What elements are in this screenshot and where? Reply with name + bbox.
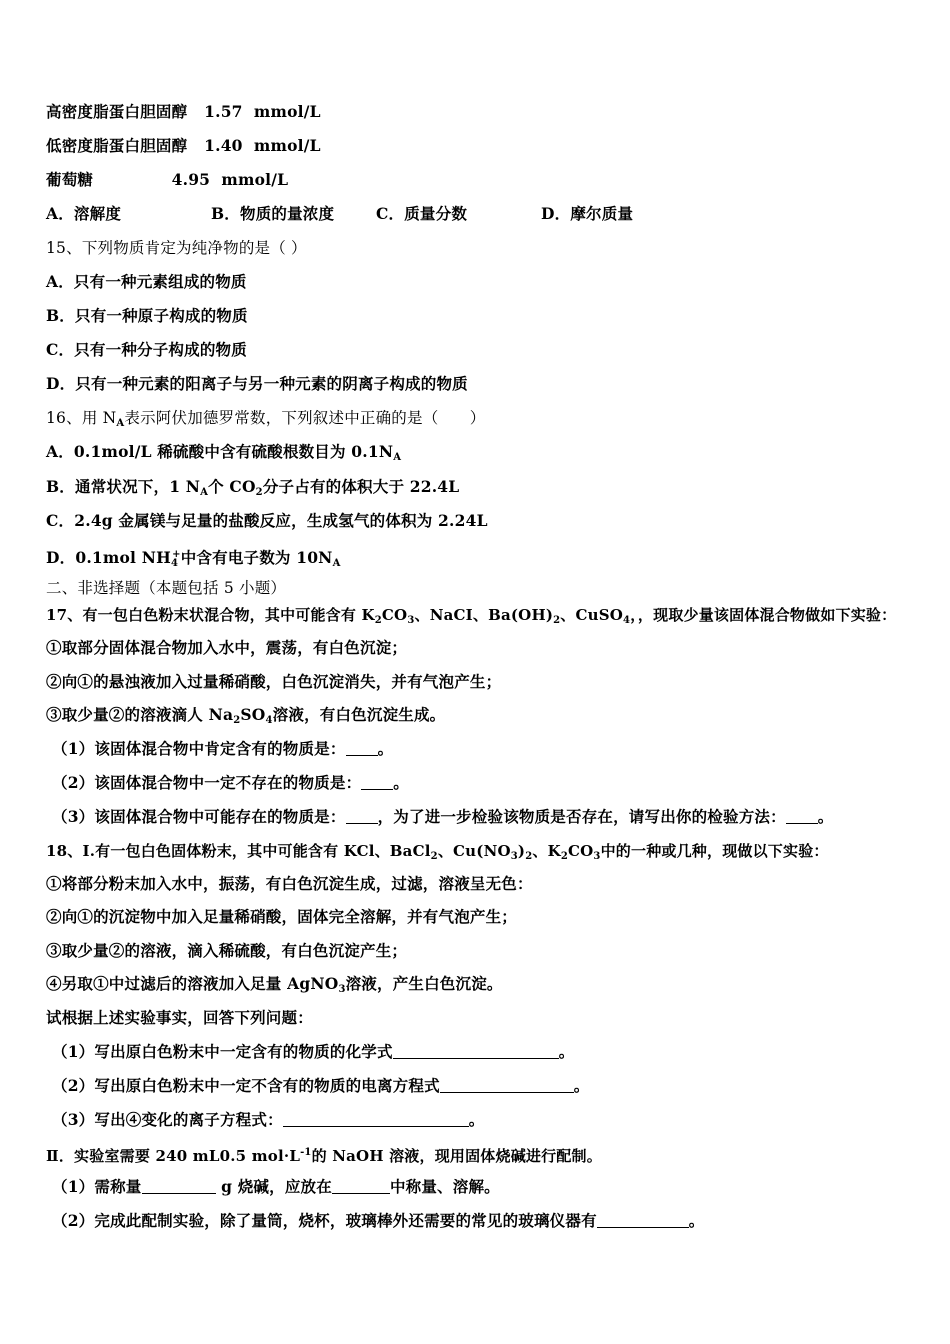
q17-s3: 2 <box>553 615 561 626</box>
q16-opta-sub: A <box>393 452 402 463</box>
q14-option-b: B．物质的量浓度 <box>211 204 335 223</box>
q16-optd-a: D．0.1mol NH <box>46 548 171 567</box>
q18-part2-b: 的 NaOH 溶液，现用固体烧碱进行配制。 <box>311 1147 602 1165</box>
answer-blank[interactable] <box>393 1042 559 1059</box>
q17-step3-c: 溶液，有白色沉淀生成。 <box>272 705 446 724</box>
lipid-name: 高密度脂蛋白胆固醇 <box>46 102 188 121</box>
q18-sub2-end: 。 <box>573 1076 590 1095</box>
q14-option-a: A．溶解度 <box>46 204 122 223</box>
lipid-name: 低密度脂蛋白胆固醇 <box>46 136 188 155</box>
q17-sub1-end: 。 <box>377 739 394 758</box>
q18-sub2-text: （2）写出原白色粉末中一定不含有的物质的电离方程式 <box>52 1076 440 1095</box>
q18-step-1: ①将部分粉末加入水中，振荡，有白色沉淀生成，过滤，溶液呈无色： <box>46 874 533 893</box>
q16-option-c: C．2.4g 金属镁与足量的盐酸反应，生成氢气的体积为 2.24L <box>46 511 488 530</box>
q17-step3-s1: 2 <box>233 715 241 726</box>
q14-option-d: D．摩尔质量 <box>541 204 634 223</box>
answer-blank[interactable] <box>283 1110 469 1127</box>
q16-option-b <box>46 477 459 503</box>
q17-sub2-text: （2）该固体混合物中一定不存在的物质是： <box>52 773 362 792</box>
q17-sub2-end: 。 <box>393 773 409 792</box>
q16-option-d <box>46 545 341 574</box>
q16-stem <box>46 408 486 434</box>
q16-optb-b: 个 CO <box>208 477 256 496</box>
q18-sub1-text: （1）写出原白色粉末中一定含有的物质的化学式 <box>52 1042 393 1061</box>
lipid-value: 1.40 <box>204 136 243 155</box>
q18-sub3-end: 。 <box>468 1110 485 1129</box>
lipid-unit: mmol/L <box>253 102 321 121</box>
q16-option-a <box>46 442 401 468</box>
q14-options <box>46 204 633 224</box>
q16-optd-sub: 4 <box>170 558 179 569</box>
q17-s1: 2 <box>374 615 382 626</box>
q18-stem-f: 中的一种或几种，现做以下实验： <box>600 842 829 860</box>
q17-sub1-text: （1）该固体混合物中肯定含有的物质是： <box>52 739 346 758</box>
lipid-unit: mmol/L <box>221 170 289 189</box>
answer-blank[interactable] <box>786 807 818 824</box>
q15-option-c: C．只有一种分子构成的物质 <box>46 340 247 359</box>
q17-s2: 3 <box>407 615 415 626</box>
q18-prompt: 试根据上述实验事实，回答下列问题： <box>46 1008 313 1027</box>
q17-sub3-b: ，为了进一步检验该物质是否存在，请写出你的检验方法： <box>377 807 786 826</box>
q18-stem-a: 18、Ⅰ.有一包白色固体粉末，其中可能含有 KCl、BaCl <box>46 842 431 860</box>
q15-stem: 15、下列物质肯定为纯净物的是（ ） <box>46 239 307 257</box>
q17-sub-3 <box>52 807 834 827</box>
q17-step-3 <box>46 705 445 731</box>
q18-p2sub2-text: （2）完成此配制实验，除了量筒，烧杯，玻璃棒外还需要的常见的玻璃仪器有 <box>52 1211 597 1230</box>
q18-stem <box>46 841 829 867</box>
q16-optd-sub2: A <box>332 558 341 569</box>
answer-blank[interactable] <box>346 807 378 824</box>
q18-p2sub1-b: g 烧碱，应放在 <box>215 1177 332 1196</box>
q17-stem-a: 17、有一包白色粉末状混合物，其中可能含有 K <box>46 606 375 624</box>
answer-blank[interactable] <box>332 1177 390 1194</box>
answer-blank[interactable] <box>142 1177 216 1194</box>
lipid-value: 1.57 <box>204 102 243 121</box>
q18-sub3-text: （3）写出④变化的离子方程式： <box>52 1110 283 1129</box>
q16-opta-text: A．0.1mol/L 稀硫酸中含有硫酸根数目为 0.1N <box>46 442 394 461</box>
q16-optd-sup: + <box>172 549 181 560</box>
q18-s2: 3 <box>510 851 518 862</box>
q17-s4: 4 <box>623 615 631 626</box>
q17-step3-b: SO <box>240 705 266 724</box>
q16-optd-b: 中含有电子数为 10N <box>180 548 333 567</box>
q18-step4-b: 溶液，产生白色沉淀。 <box>345 974 503 993</box>
answer-blank[interactable] <box>361 773 393 790</box>
q18-sub-2 <box>52 1076 590 1096</box>
lipid-unit: mmol/L <box>253 136 321 155</box>
lipid-line-hdl <box>46 102 321 122</box>
q18-stem-c: ) <box>517 842 526 860</box>
q15-option-d: D．只有一种元素的阳离子与另一种元素的阴离子构成的物质 <box>46 374 468 393</box>
q15-option-a: A．只有一种元素组成的物质 <box>46 272 247 291</box>
answer-blank[interactable] <box>346 739 378 756</box>
q17-sub-1 <box>52 739 393 759</box>
q18-step4-s: 3 <box>338 984 346 995</box>
q18-step4-a: ④另取①中过滤后的溶液加入足量 AgNO <box>46 974 339 993</box>
q17-sub3-end: 。 <box>817 807 834 826</box>
q17-sub3-a: （3）该固体混合物中可能存在的物质是： <box>52 807 346 826</box>
q18-p2sub2-end: 。 <box>688 1211 705 1230</box>
q17-stem-b: CO <box>381 606 408 624</box>
section-2-heading: 二、非选择题（本题包括 5 小题） <box>46 579 287 597</box>
q18-step-3: ③取少量②的溶液，滴入稀硫酸，有白色沉淀产生； <box>46 941 408 960</box>
q17-step-1: ①取部分固体混合物加入水中，震荡，有白色沉淀； <box>46 638 408 657</box>
q17-stem <box>46 605 896 631</box>
q17-sub-2 <box>52 773 409 793</box>
q18-p2sub1-a: （1）需称量 <box>52 1177 142 1196</box>
lipid-value: 4.95 <box>171 170 211 189</box>
lipid-line-ldl <box>46 136 321 156</box>
answer-blank[interactable] <box>597 1211 689 1228</box>
q16-stem-b: 表示阿伏加德罗常数，下列叙述中正确的是（ ） <box>124 409 486 427</box>
q16-optb-c: 分子占有的体积大于 22.4L <box>262 477 460 496</box>
q16-stem-a: 16、用 N <box>46 409 117 427</box>
q18-s4: 2 <box>560 851 569 862</box>
q18-sub-1 <box>52 1042 574 1062</box>
q18-p2sub1-c: 中称量、溶解。 <box>389 1177 500 1196</box>
q18-sub-3 <box>52 1110 485 1130</box>
q18-stem-b: 、Cu(NO <box>437 842 511 860</box>
q15-option-b: B．只有一种原子构成的物质 <box>46 306 248 325</box>
q17-step-2: ②向①的悬浊液加入过量稀硝酸，白色沉淀消失，并有气泡产生； <box>46 672 502 691</box>
q18-stem-e: CO <box>568 842 594 860</box>
q17-stem-e: ，，现取少量该固体混合物做如下实验： <box>630 606 897 624</box>
q17-step3-s2: 4 <box>265 715 273 726</box>
q18-part2-sub-2 <box>52 1211 705 1231</box>
q14-option-c: C．质量分数 <box>376 204 468 223</box>
q18-s3: 2 <box>525 851 533 862</box>
q18-sub1-end: 。 <box>558 1042 575 1061</box>
q18-s5: 3 <box>593 851 601 862</box>
q18-step-2: ②向①的沉淀物中加入足量稀硝酸，固体完全溶解，并有气泡产生； <box>46 907 518 926</box>
lipid-name: 葡萄糖 <box>46 170 94 189</box>
q17-stem-d: 、CuSO <box>560 606 624 624</box>
answer-blank[interactable] <box>440 1076 574 1093</box>
q16-optb-a: B．通常状况下，1 N <box>46 477 201 496</box>
q16-optb-sub: A <box>200 487 209 498</box>
lipid-line-glucose <box>46 170 288 190</box>
q16-stem-sub: A <box>116 418 125 429</box>
q18-step-4 <box>46 974 503 1000</box>
q18-part2-sup: -1 <box>300 1147 312 1158</box>
q18-part2-a: Ⅱ．实验室需要 240 mL0.5 mol·L <box>46 1147 301 1165</box>
q18-part2 <box>46 1143 602 1166</box>
q18-stem-d: 、K <box>532 842 561 860</box>
q18-s1: 2 <box>430 851 438 862</box>
q16-optb-sub2: 2 <box>255 487 263 498</box>
q17-step3-a: ③取少量②的溶液滴人 Na <box>46 705 234 724</box>
q17-stem-c: 、NaCI、Ba(OH) <box>414 606 554 624</box>
q18-part2-sub-1 <box>52 1177 500 1197</box>
